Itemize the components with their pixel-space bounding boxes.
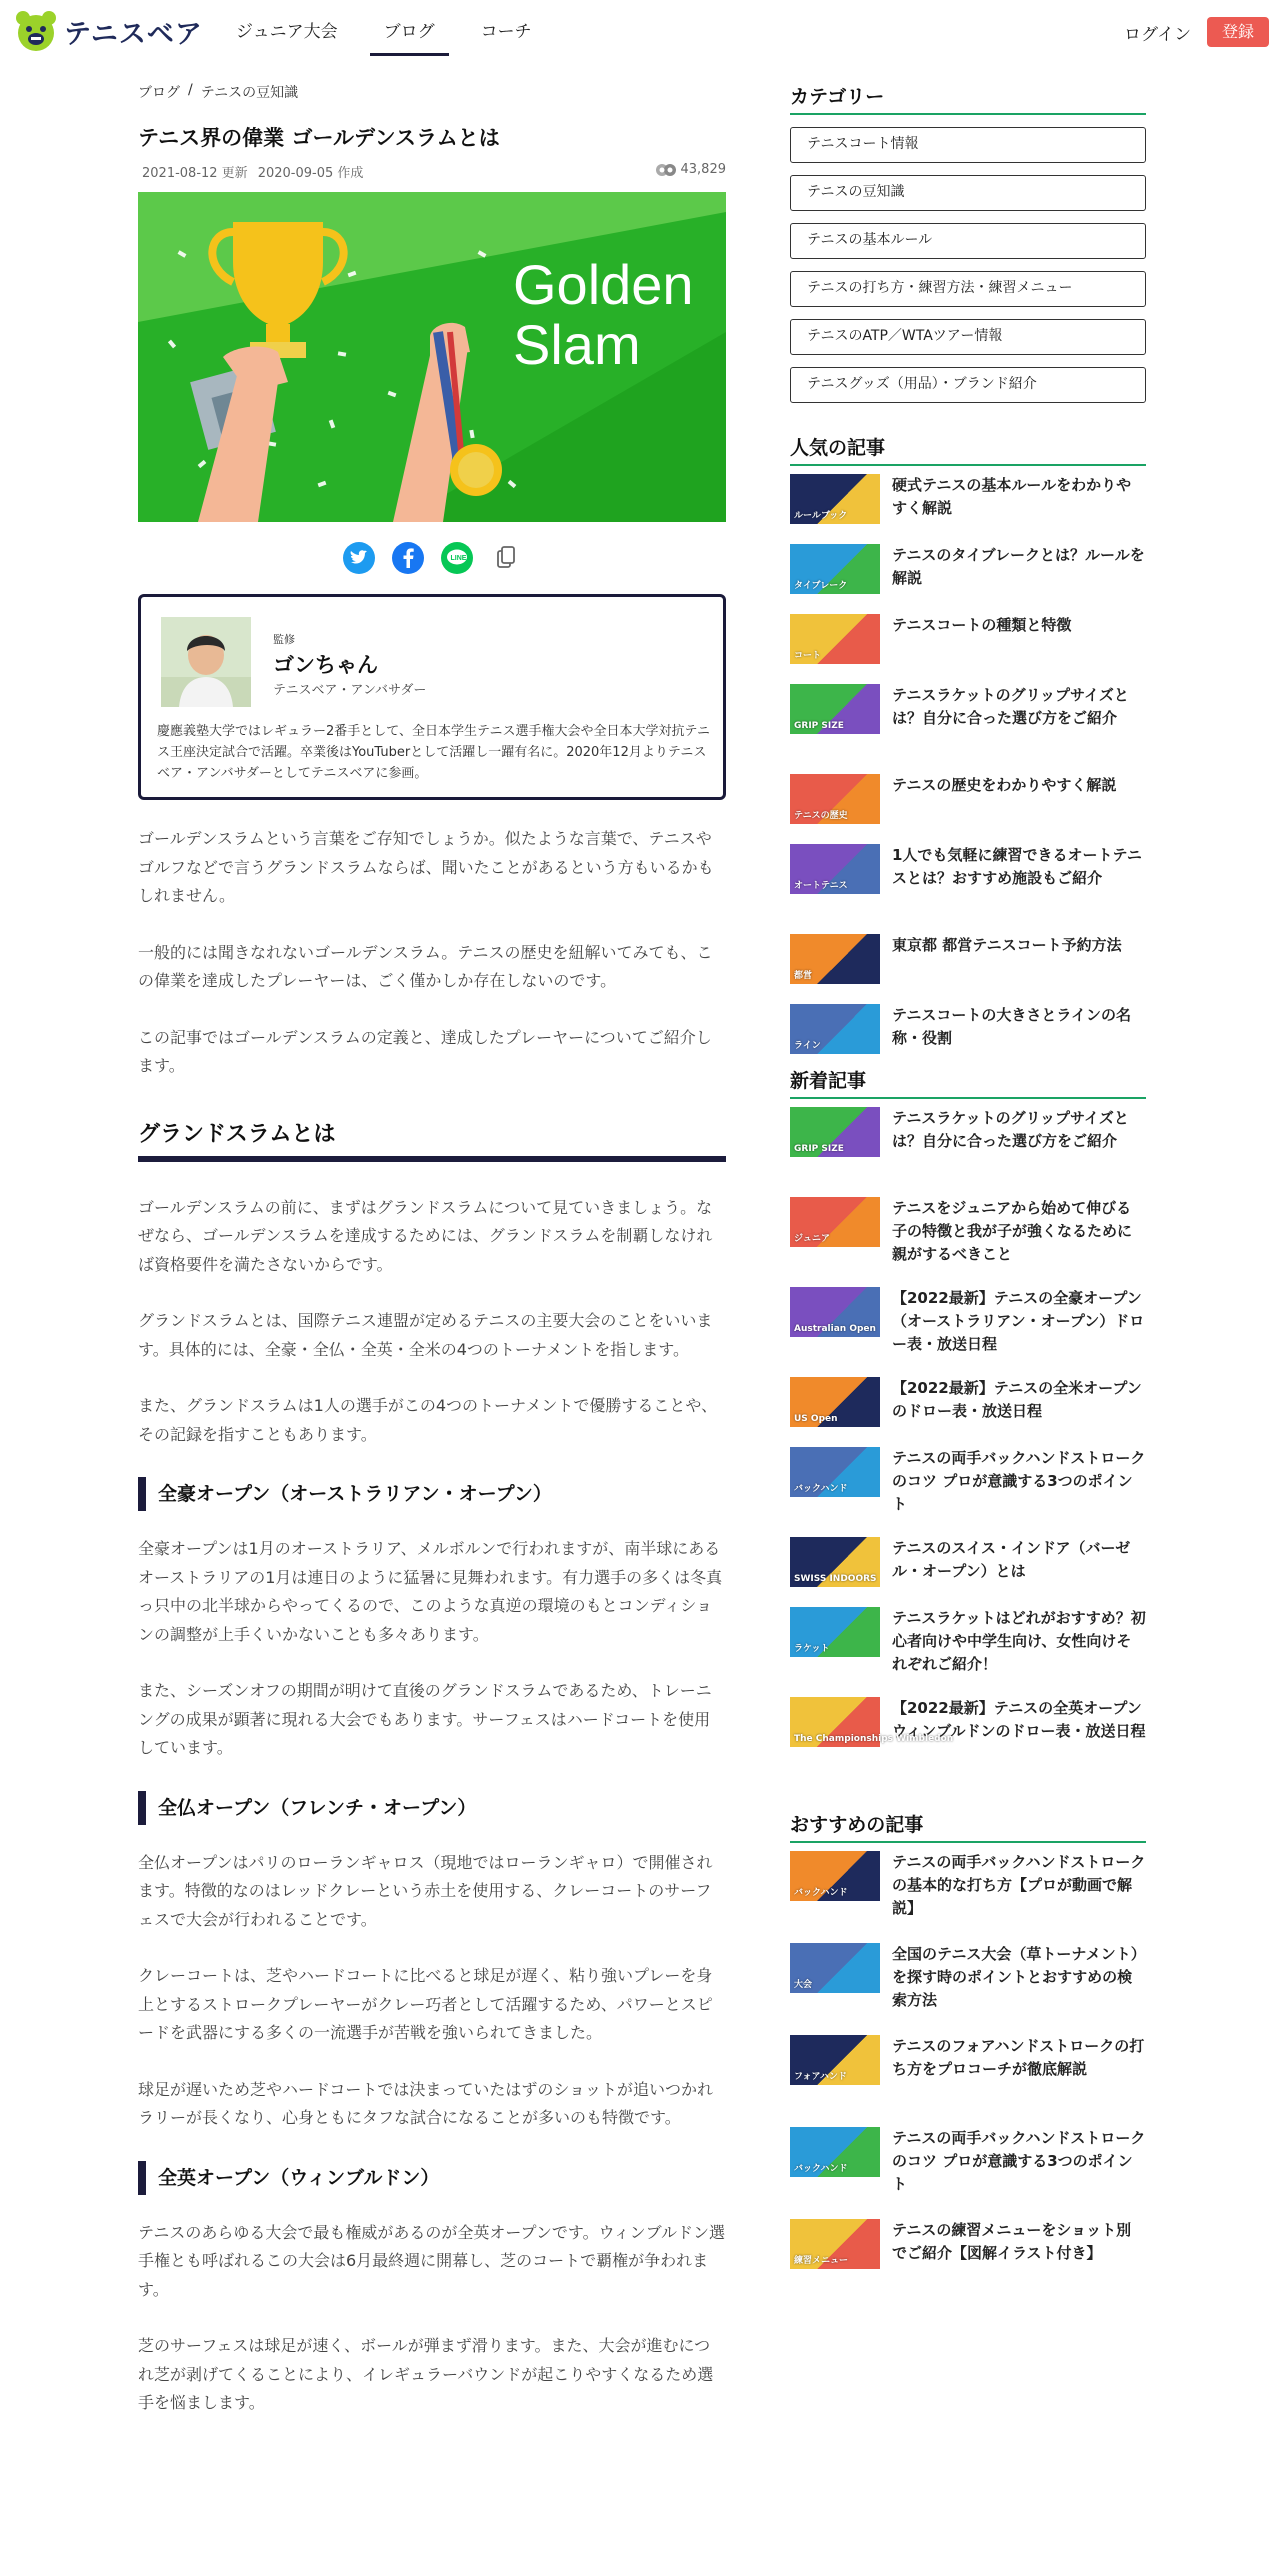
paragraph: 一般的には聞きなれないゴールデンスラム。テニスの歴史を紐解いてみても、この偉業を達成したプレーヤーは、ごく僅かしか存在しないのです。	[138, 942, 713, 990]
category-tour[interactable]: テニスのATP／WTAツアー情報	[790, 319, 1146, 355]
recommend-article-item[interactable]	[790, 1851, 1146, 1931]
article-title-link[interactable]: 全国のテニス大会（草トーナメント）を探す時のポイントとおすすめの検索方法	[892, 1945, 1146, 2009]
paragraph: この記事ではゴールデンスラムの定義と、達成したプレーヤーについてご紹介します。	[138, 1027, 712, 1075]
popular-article-item[interactable]	[790, 474, 1146, 532]
article-thumbnail[interactable]	[790, 614, 880, 664]
article-thumbnail[interactable]	[790, 1537, 880, 1587]
popular-article-item[interactable]	[790, 844, 1146, 922]
article-title-link[interactable]: テニスの両手バックハンドストロークのコツ プロが意識する3つのポイント	[892, 2129, 1146, 2193]
thumbnail-caption: 都営	[794, 971, 813, 981]
thumbnail-caption: ルールブック	[794, 511, 848, 521]
article-title-link[interactable]: テニスラケットのグリップサイズとは？自分に合った選び方をご紹介	[892, 686, 1129, 727]
facebook-share-icon[interactable]	[392, 542, 424, 574]
recommend-heading: おすすめの記事	[790, 1810, 1146, 1843]
site-logo[interactable]	[14, 10, 203, 52]
paragraph: 芝のサーフェスは球足が速く、ボールが弾まず滑ります。また、大会が進むにつれ芝が剥げてくることにより、イレギュラーバウンドが起こりやすくなるため選手を悩まします。	[138, 2336, 714, 2412]
paragraph: 球足が遅いため芝やハードコートでは決まっていたはずのショットが追いつかれラリーが長くなり、心身ともにタフな試合になることが多いのも特徴です。	[138, 2079, 714, 2127]
hero-text-slam: Slam	[513, 313, 641, 376]
categories-heading: カテゴリー	[790, 82, 1146, 115]
new-article-item[interactable]	[790, 1447, 1146, 1525]
paragraph: 全豪オープンは1月のオーストラリア、メルボルンで行われますが、南半球にあるオーストラリアの1月は連日のように猛暑に見舞われます。有力選手の多くは冬真っ只中の北半球からやってくるので、このような真逆の環境のもとコンディションの調整が上手くいかないことも多々あります。	[138, 1539, 723, 1644]
thumbnail-caption: テニスの歴史	[794, 811, 848, 821]
article-title-link[interactable]: テニスコートの種類と特徴	[892, 616, 1072, 634]
view-count-value: 43,829	[680, 162, 726, 177]
article-dates	[142, 162, 363, 181]
article-title-link[interactable]: テニスのフォアハンドストロークの打ち方をプロコーチが徹底解説	[892, 2037, 1145, 2078]
paragraph: ゴールデンスラムという言葉をご存知でしょうか。似たような言葉で、テニスやゴルフなどで言うグランドスラムならば、聞いたことがあるという方もいるかもしれません。	[138, 829, 714, 905]
popular-article-item[interactable]	[790, 614, 1146, 672]
updated-date: 2021-08-12 更新	[142, 166, 248, 181]
article-thumbnail[interactable]	[790, 2219, 880, 2269]
article-title-link[interactable]: テニスの練習メニューをショット別でご紹介【図解イラスト付き】	[892, 2221, 1132, 2262]
thumbnail-caption: US Open	[794, 1414, 838, 1424]
category-trivia[interactable]: テニスの豆知識	[790, 175, 1146, 211]
article-title-link[interactable]: テニスの両手バックハンドストロークのコツ プロが意識する3つのポイント	[892, 1449, 1146, 1513]
article-title-link[interactable]: 【2022最新】テニスの全英オープン ウィンブルドンのドロー表・放送日程	[892, 1699, 1146, 1740]
subheading-wimbledon: 全英オープン（ウィンブルドン）	[138, 2161, 726, 2195]
article-thumbnail[interactable]	[790, 1004, 880, 1054]
thumbnail-caption: Australian Open	[794, 1324, 876, 1334]
popular-article-item[interactable]	[790, 544, 1146, 602]
hero-image	[138, 192, 726, 522]
thumbnail-caption: バックハンド	[794, 2164, 848, 2174]
popular-article-item[interactable]	[790, 1004, 1146, 1062]
recommend-article-item[interactable]	[790, 2035, 1146, 2115]
hero-text-golden: Golden	[513, 253, 694, 316]
article-title-link[interactable]: 硬式テニスの基本ルールをわかりやすく解説	[892, 476, 1132, 517]
article-thumbnail[interactable]	[790, 1851, 880, 1901]
bear-logo-icon	[14, 9, 58, 53]
article-thumbnail[interactable]	[790, 1377, 880, 1427]
popular-heading: 人気の記事	[790, 433, 1146, 466]
article-body	[138, 825, 726, 2446]
paragraph: また、グランドスラムは1人の選手がこの4つのトーナメントで優勝することや、その記録を指すこともあります。	[138, 1396, 718, 1444]
twitter-share-icon[interactable]	[343, 542, 375, 574]
article-title-link[interactable]: テニスをジュニアから始めて伸びる子の特徴と我が子が強くなるために親がするべきこと	[892, 1199, 1133, 1263]
recommend-list	[790, 1851, 1146, 2299]
article-thumbnail[interactable]	[790, 1197, 880, 1247]
category-section	[790, 82, 1146, 415]
thumbnail-caption: ジュニア	[794, 1234, 830, 1244]
article-title-link[interactable]: テニスの歴史をわかりやすく解説	[892, 776, 1117, 794]
thumbnail-caption: The Championships Wimbledon	[794, 1734, 954, 1744]
recommend-section	[790, 1810, 1146, 2311]
article-thumbnail[interactable]	[790, 1287, 880, 1337]
category-list	[790, 127, 1146, 403]
article-title-link[interactable]: テニスラケットはどれがおすすめ？初心者向けや中学生向け、女性向けそれぞれご紹介！	[892, 1609, 1146, 1673]
new-article-item[interactable]	[790, 1377, 1146, 1435]
category-rules[interactable]: テニスの基本ルール	[790, 223, 1146, 259]
new-article-item[interactable]	[790, 1697, 1146, 1775]
article-thumbnail[interactable]	[790, 1943, 880, 1993]
recommend-article-item[interactable]	[790, 2219, 1146, 2299]
article-title-link[interactable]: 【2022最新】テニスの全豪オープン（オーストラリアン・オープン）ドロー表・放送日程	[892, 1289, 1145, 1353]
category-goods[interactable]: テニスグッズ（用品）・ブランド紹介	[790, 367, 1146, 403]
new-section	[790, 1066, 1146, 1787]
thumbnail-caption: フォアハンド	[794, 2072, 847, 2082]
paragraph: 全仏オープンはパリのローランギャロス（現地ではローランギャロ）で開催されます。特徴的なのはレッドクレーという赤土を使用する、クレーコートのサーフェスで大会が行われることです。	[138, 1852, 713, 1929]
main-nav	[222, 0, 564, 56]
article-thumbnail[interactable]	[790, 844, 880, 894]
paragraph: ゴールデンスラムの前に、まずはグランドスラムについて見ていきましょう。なぜなら、ゴールデンスラムを達成するためには、グランドスラムを制覇しなければ資格要件を満たさないからです。	[138, 1197, 713, 1274]
article-thumbnail[interactable]	[790, 2127, 880, 2177]
thumbnail-caption: GRIP SIZE	[794, 721, 844, 731]
article-title-link[interactable]: テニスコートの大きさとラインの名称・役割	[892, 1006, 1131, 1047]
thumbnail-caption: ラケット	[794, 1644, 830, 1654]
article-thumbnail[interactable]	[790, 1607, 880, 1657]
line-share-icon[interactable]	[441, 542, 473, 574]
signup-button[interactable]: 登録	[1207, 17, 1269, 47]
eye-icon	[656, 163, 676, 177]
popular-section	[790, 433, 1146, 1074]
article-thumbnail[interactable]	[790, 2035, 880, 2085]
article-title-link[interactable]: 【2022最新】テニスの全米オープンのドロー表・放送日程	[892, 1379, 1142, 1420]
subheading-australian-open: 全豪オープン（オーストラリアン・オープン）	[138, 1477, 726, 1511]
popular-article-item[interactable]	[790, 774, 1146, 832]
new-article-item[interactable]	[790, 1107, 1146, 1185]
new-article-item[interactable]	[790, 1287, 1146, 1365]
thumbnail-caption: ライン	[794, 1041, 821, 1051]
view-count	[656, 162, 727, 177]
nav-junior[interactable]: ジュニア大会	[236, 22, 338, 42]
article-thumbnail[interactable]	[790, 1107, 880, 1157]
login-link[interactable]: ログイン	[1124, 25, 1192, 45]
supervisor-role: テニスベア・アンバサダー	[273, 683, 427, 698]
article-thumbnail[interactable]	[790, 774, 880, 824]
paragraph: テニスのあらゆる大会で最も権威があるのが全英オープンです。ウィンブルドン選手権とも呼ばれるこの大会は6月最終週に開幕し、芝のコートで覇権が争われます。	[138, 2222, 726, 2299]
nav-blog[interactable]: ブログ	[370, 0, 449, 56]
new-heading: 新着記事	[790, 1066, 1146, 1099]
article-title-link[interactable]: テニスラケットのグリップサイズとは？自分に合った選び方をご紹介	[892, 1109, 1129, 1150]
category-court-info[interactable]: テニスコート情報	[790, 127, 1146, 163]
article-title-link[interactable]: テニスの両手バックハンドストロークの基本的な打ち方【プロが動画で解説】	[892, 1853, 1146, 1917]
thumbnail-caption: バックハンド	[794, 1484, 848, 1494]
breadcrumb	[138, 82, 298, 102]
article-thumbnail[interactable]	[790, 934, 880, 984]
nav-coach[interactable]: コーチ	[480, 22, 532, 42]
popular-list	[790, 474, 1146, 1062]
supervisor-avatar	[161, 617, 251, 707]
subheading-french-open: 全仏オープン（フレンチ・オープン）	[138, 1791, 726, 1825]
new-article-item[interactable]	[790, 1197, 1146, 1275]
thumbnail-caption: コート	[794, 651, 822, 661]
article-thumbnail[interactable]	[790, 1697, 954, 1747]
new-article-item[interactable]	[790, 1607, 1146, 1685]
supervisor-bio: 慶應義塾大学ではレギュラー2番手として、全日本学生テニス選手権大会や全日本大学対抗テニス王座決定試合で活躍。卒業後はYouTuberとして活躍し一躍有名に。2020年12月よりテニスベア・アンバサダーとしてテニスベアに参画。	[157, 724, 710, 781]
thumbnail-caption: 大会	[794, 1980, 813, 1990]
site-header	[0, 0, 1284, 62]
article-title-link[interactable]: 1人でも気軽に練習できるオートテニスとは？おすすめ施設もご紹介	[892, 846, 1142, 887]
article-thumbnail[interactable]	[790, 544, 880, 594]
popular-article-item[interactable]	[790, 934, 1146, 992]
recommend-article-item[interactable]	[790, 1943, 1146, 2023]
thumbnail-caption: 練習メニュー	[794, 2256, 849, 2266]
new-list	[790, 1107, 1146, 1775]
supervisor-label: 監修	[273, 633, 295, 646]
new-article-item[interactable]	[790, 1537, 1146, 1595]
article-title: テニス界の偉業 ゴールデンスラムとは	[138, 126, 500, 150]
article-title-link[interactable]: テニスのタイブレークとは？ルールを解説	[892, 546, 1145, 587]
section-heading-grandslam: グランドスラムとは	[138, 1117, 726, 1162]
thumbnail-caption: GRIP SIZE	[794, 1144, 844, 1154]
popular-article-item[interactable]	[790, 684, 1146, 762]
recommend-article-item[interactable]	[790, 2127, 1146, 2207]
category-technique[interactable]: テニスの打ち方・練習方法・練習メニュー	[790, 271, 1146, 307]
thumbnail-caption: SWISS INDOORS	[794, 1574, 877, 1584]
created-date: 2020-09-05 作成	[257, 166, 364, 181]
supervisor-card	[138, 594, 726, 800]
article-title-link[interactable]: テニスのスイス・インドア（バーゼル・オープン）とは	[892, 1539, 1131, 1580]
paragraph: クレーコートは、芝やハードコートに比べると球足が遅く、粘り強いプレーを身上とするストロークプレーヤーがクレー巧者として活躍するため、パワーとスピードを武器にする多くの一流選手が苦戦を強いられてきました。	[138, 1966, 713, 2042]
article-thumbnail[interactable]	[790, 1447, 880, 1497]
thumbnail-caption: バックハンド	[794, 1888, 848, 1898]
article-title-link[interactable]: 東京都 都営テニスコート予約方法	[892, 936, 1122, 954]
breadcrumb-category[interactable]: テニスの豆知識	[200, 85, 299, 101]
svg-text:LINE: LINE	[450, 555, 466, 562]
thumbnail-caption: タイブレーク	[794, 581, 848, 591]
article-thumbnail[interactable]	[790, 474, 880, 524]
logo-text: テニスベア	[64, 18, 203, 50]
breadcrumb-separator: /	[188, 82, 193, 98]
article-thumbnail[interactable]	[790, 684, 880, 734]
share-buttons	[138, 542, 726, 574]
breadcrumb-blog[interactable]: ブログ	[138, 85, 180, 101]
supervisor-name: ゴンちゃん	[273, 653, 378, 677]
thumbnail-caption: オートテニス	[794, 881, 848, 891]
paragraph: また、シーズンオフの期間が明けて直後のグランドスラムであるため、トレーニングの成果が顕著に現れる大会でもあります。サーフェスはハードコートを使用しています。	[138, 1681, 712, 1757]
copy-link-icon[interactable]	[490, 542, 522, 574]
paragraph: グランドスラムとは、国際テニス連盟が定めるテニスの主要大会のことをいいます。具体的には、全豪・全仏・全英・全米の4つのトーナメントを指します。	[138, 1311, 713, 1359]
